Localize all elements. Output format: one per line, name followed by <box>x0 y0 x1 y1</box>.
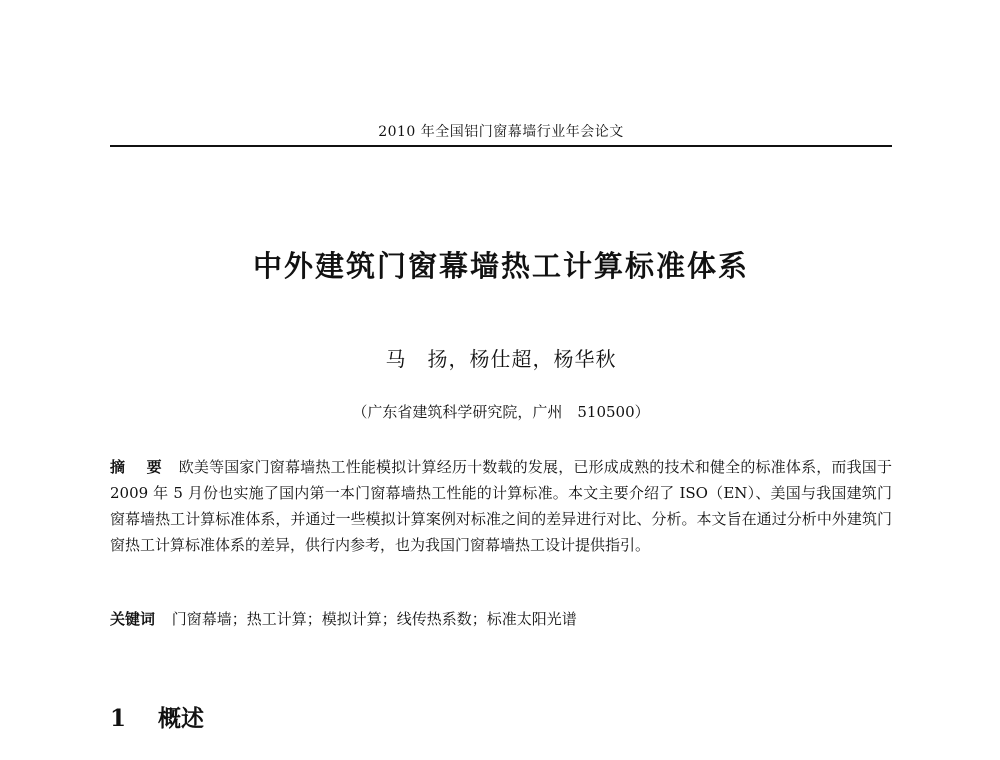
abstract-label: 摘 要 <box>110 458 170 476</box>
section-heading <box>110 700 204 733</box>
header-divider <box>110 145 892 147</box>
section-title: 概述 <box>158 706 205 732</box>
paper-title: 中外建筑门窗幕墙热工计算标准体系 <box>252 249 749 283</box>
abstract-block <box>110 454 892 558</box>
keywords-block <box>110 607 892 631</box>
affiliation: （广东省建筑科学研究院，广州 510500） <box>352 403 650 421</box>
author-list: 马 扬，杨仕超，杨华秋 <box>385 347 617 371</box>
keywords-text: 门窗幕墙；热工计算；模拟计算；线传热系数；标准太阳光谱 <box>171 610 577 628</box>
abstract-text: 欧美等国家门窗幕墙热工性能模拟计算经历十数载的发展，已形成成熟的技术和健全的标准体系，而我国于 2009 年 5 月份也实施了国内第一本门窗幕墙热工性能的计算标准。本文主要介绍了 ISO（EN）、美国与我国建筑门窗幕墙热工计算标准体系，并通过一些模拟计算案例对标准之间的差异进行对比、分析。本文旨在通过分析中外建筑门窗热工计算标准体系的差异，供行内参考，也为我国门窗幕墙热工设计提供指引。 <box>110 458 892 554</box>
running-header: 2010 年全国铝门窗幕墙行业年会论文 <box>378 124 624 140</box>
keywords-label: 关键词 <box>110 610 156 628</box>
section-number: 1 <box>110 705 127 732</box>
